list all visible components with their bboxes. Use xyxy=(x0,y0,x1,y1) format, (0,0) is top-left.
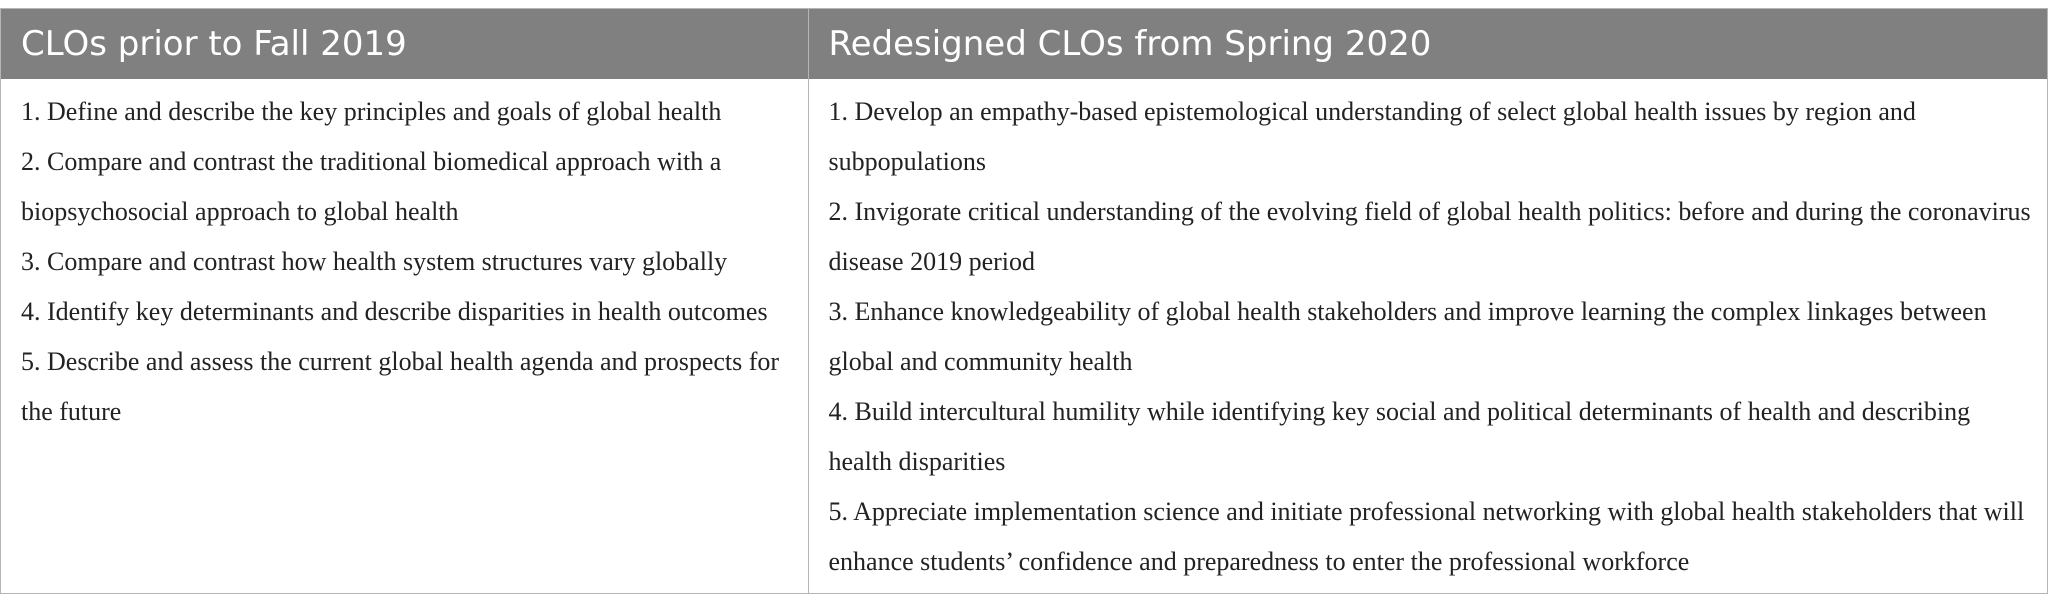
list-item: 4. Identify key determinants and describe disparities in health outcomes xyxy=(21,297,768,326)
table-body xyxy=(1,79,2047,593)
table-row xyxy=(1,79,2047,593)
list-item: 1. Develop an empathy-based epistemological understanding of select global health issues by region and subpopulations xyxy=(828,97,1916,176)
list-item: 4. Build intercultural humility while identifying key social and political determinants of health and describing health disparities xyxy=(828,397,1971,476)
table xyxy=(1,9,2047,593)
clo-comparison-table xyxy=(0,8,2048,594)
cell-redesigned-clos xyxy=(808,79,2047,593)
header-row xyxy=(1,9,2047,79)
list-item: 1. Define and describe the key principles and goals of global health xyxy=(21,97,722,126)
list-item: 2. Invigorate critical understanding of the evolving field of global health politics: before and during the coronavirus disease 2019 period xyxy=(828,197,2031,276)
list-item: 3. Enhance knowledgeability of global health stakeholders and improve learning the complex linkages between global and community health xyxy=(828,297,1987,376)
cell-clos-prior xyxy=(1,79,808,593)
list-item: 5. Appreciate implementation science and initiate professional networking with global health stakeholders that will enhance students’ confidence and preparedness to enter the professional workforce xyxy=(828,497,2025,576)
list-item: 2. Compare and contrast the traditional biomedical approach with a biopsychosocial approach to global health xyxy=(21,147,722,226)
table-header xyxy=(1,9,2047,79)
header-clos-prior: CLOs prior to Fall 2019 xyxy=(1,9,808,79)
header-redesigned-clos: Redesigned CLOs from Spring 2020 xyxy=(808,9,2047,79)
list-item: 5. Describe and assess the current global health agenda and prospects for the future xyxy=(21,347,780,426)
list-item: 3. Compare and contrast how health system structures vary globally xyxy=(21,247,728,276)
